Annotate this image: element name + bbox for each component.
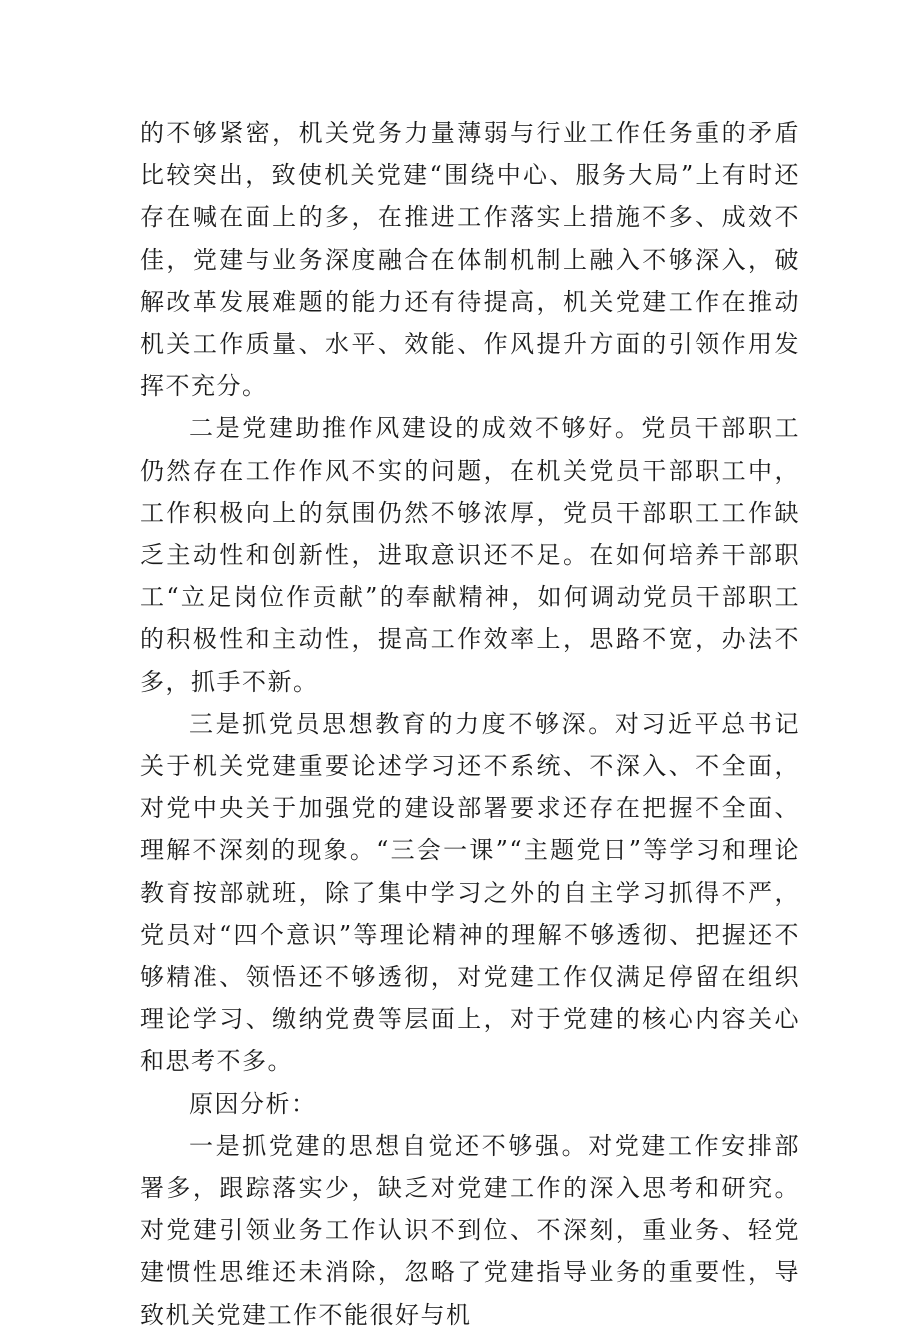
document-page xyxy=(140,112,800,1336)
paragraph-point-three: 三是抓党员思想教育的力度不够深。对习近平总书记关于机关党建重要论述学习还不系统、不深入、不全面，对党中央关于加强党的建设部署要求还存在把握不全面、理解不深刻的现象。“三会一课”“主题党日”等学习和理论教育按部就班，除了集中学习之外的自主学习抓得不严，党员对“四个意识”等理论精神的理解不够透彻、把握还不够精准、领悟还不够透彻，对党建工作仅满足停留在组织理论学习、缴纳党费等层面上，对于党建的核心内容关心和思考不多。 xyxy=(140,709,800,1076)
paragraph-point-two: 二是党建助推作风建设的成效不够好。党员干部职工仍然存在工作作风不实的问题，在机关党员干部职工中，工作积极向上的氛围仍然不够浓厚，党员干部职工工作缺乏主动性和创新性，进取意识还不足。在如何培养干部职工“立足岗位作贡献”的奉献精神，如何调动党员干部职工的积极性和主动性，提高工作效率上，思路不宽，办法不多，抓手不新。 xyxy=(140,414,800,696)
section-heading-cause-analysis: 原因分析： xyxy=(189,1089,317,1118)
paragraph-continuation: 的不够紧密，机关党务力量薄弱与行业工作任务重的矛盾比较突出，致使机关党建“围绕中心、服务大局”上有时还存在喊在面上的多，在推进工作落实上措施不多、成效不佳，党建与业务深度融合在体制机制上融入不够深入，破解改革发展难题的能力还有待提高，机关党建工作在推动机关工作质量、水平、效能、作风提升方面的引领作用发挥不充分。 xyxy=(140,119,800,401)
paragraph-cause-one: 一是抓党建的思想自觉还不够强。对党建工作安排部署多，跟踪落实少，缺乏对党建工作的深入思考和研究。对党建引领业务工作认识不到位、不深刻，重业务、轻党建惯性思维还未消除，忽略了党建指导业务的重要性，导致机关党建工作不能很好与机 xyxy=(140,1131,800,1329)
